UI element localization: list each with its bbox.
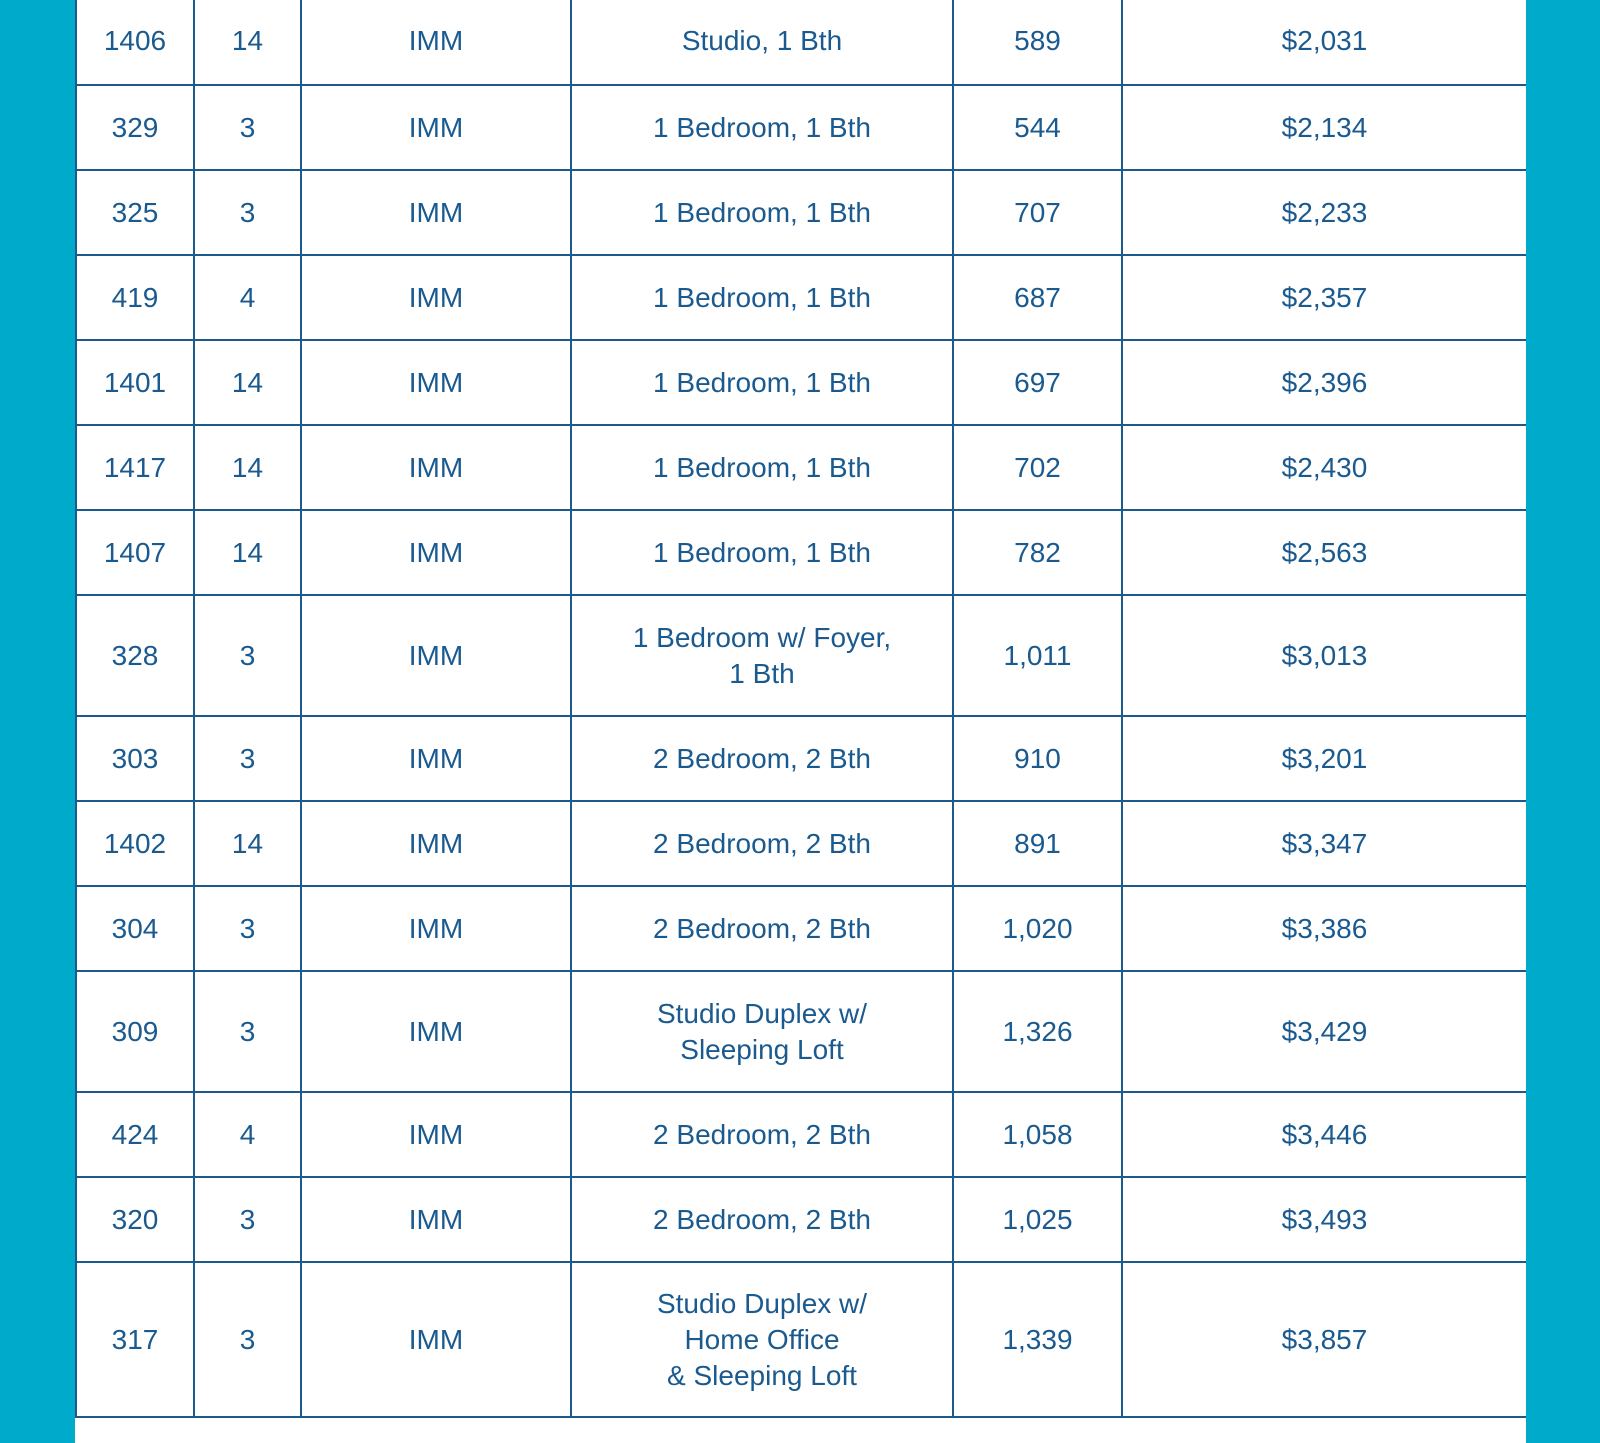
availability-cell: IMM [301,510,571,595]
unit-number-cell: 317 [76,1262,194,1417]
square-feet-cell: 687 [953,255,1122,340]
availability-cell: IMM [301,0,571,85]
unit-type-cell: 1 Bedroom w/ Foyer, 1 Bth [571,595,953,716]
rent-cell: $3,201 [1122,716,1526,801]
square-feet-cell: 1,020 [953,886,1122,971]
unit-number-cell: 424 [76,1092,194,1177]
availability-cell: IMM [301,1092,571,1177]
availability-cell: IMM [301,85,571,170]
unit-number-cell: 303 [76,716,194,801]
unit-number-cell: 329 [76,85,194,170]
unit-number-cell: 1402 [76,801,194,886]
floor-cell: 3 [194,971,301,1092]
unit-number-cell: 304 [76,886,194,971]
rent-cell: $2,357 [1122,255,1526,340]
table-row [76,801,1526,886]
unit-type-cell: 1 Bedroom, 1 Bth [571,340,953,425]
square-feet-cell: 1,011 [953,595,1122,716]
unit-rows [76,0,1526,1417]
unit-type-cell: 2 Bedroom, 2 Bth [571,716,953,801]
floor-cell: 3 [194,85,301,170]
availability-cell: IMM [301,340,571,425]
rent-cell: $3,013 [1122,595,1526,716]
rent-cell: $3,493 [1122,1177,1526,1262]
square-feet-cell: 1,025 [953,1177,1122,1262]
unit-number-cell: 1407 [76,510,194,595]
availability-cell: IMM [301,716,571,801]
unit-number-cell: 419 [76,255,194,340]
table-row [76,1177,1526,1262]
availability-cell: IMM [301,255,571,340]
rent-cell: $2,134 [1122,85,1526,170]
square-feet-cell: 1,339 [953,1262,1122,1417]
square-feet-cell: 782 [953,510,1122,595]
unit-type-cell: 1 Bedroom, 1 Bth [571,425,953,510]
table-row [76,1262,1526,1417]
availability-cell: IMM [301,425,571,510]
unit-type-cell: Studio, 1 Bth [571,0,953,85]
unit-type-cell: 2 Bedroom, 2 Bth [571,1092,953,1177]
floor-cell: 3 [194,716,301,801]
unit-number-cell: 1401 [76,340,194,425]
table-row [76,0,1526,85]
table-row [76,595,1526,716]
square-feet-cell: 910 [953,716,1122,801]
unit-listing-panel [75,0,1526,1443]
availability-cell: IMM [301,971,571,1092]
unit-type-cell: 1 Bedroom, 1 Bth [571,170,953,255]
floor-cell: 14 [194,425,301,510]
floor-cell: 3 [194,170,301,255]
floor-cell: 14 [194,801,301,886]
square-feet-cell: 1,326 [953,971,1122,1092]
availability-cell: IMM [301,595,571,716]
rent-cell: $2,031 [1122,0,1526,85]
rent-cell: $3,386 [1122,886,1526,971]
floor-cell: 14 [194,340,301,425]
table-row [76,971,1526,1092]
availability-cell: IMM [301,1177,571,1262]
floor-cell: 3 [194,1177,301,1262]
table-row [76,1092,1526,1177]
table-row [76,340,1526,425]
unit-number-cell: 320 [76,1177,194,1262]
rent-cell: $2,563 [1122,510,1526,595]
unit-type-cell: 1 Bedroom, 1 Bth [571,510,953,595]
unit-type-cell: 2 Bedroom, 2 Bth [571,1177,953,1262]
table-row [76,510,1526,595]
square-feet-cell: 702 [953,425,1122,510]
floor-cell: 14 [194,510,301,595]
unit-listing-table [75,0,1526,1418]
floor-cell: 14 [194,0,301,85]
unit-number-cell: 328 [76,595,194,716]
availability-cell: IMM [301,886,571,971]
availability-cell: IMM [301,1262,571,1417]
availability-cell: IMM [301,170,571,255]
square-feet-cell: 891 [953,801,1122,886]
floor-cell: 4 [194,1092,301,1177]
rent-cell: $2,430 [1122,425,1526,510]
floor-cell: 3 [194,595,301,716]
floor-cell: 4 [194,255,301,340]
unit-number-cell: 309 [76,971,194,1092]
unit-type-cell: Studio Duplex w/ Home Office & Sleeping Loft [571,1262,953,1417]
square-feet-cell: 697 [953,340,1122,425]
rent-cell: $3,446 [1122,1092,1526,1177]
unit-number-cell: 1406 [76,0,194,85]
unit-number-cell: 325 [76,170,194,255]
rent-cell: $3,347 [1122,801,1526,886]
square-feet-cell: 544 [953,85,1122,170]
unit-type-cell: 2 Bedroom, 2 Bth [571,886,953,971]
floor-cell: 3 [194,886,301,971]
unit-number-cell: 1417 [76,425,194,510]
unit-type-cell: Studio Duplex w/ Sleeping Loft [571,971,953,1092]
availability-cell: IMM [301,801,571,886]
rent-cell: $2,233 [1122,170,1526,255]
rent-cell: $3,857 [1122,1262,1526,1417]
table-row [76,886,1526,971]
floor-cell: 3 [194,1262,301,1417]
table-row [76,425,1526,510]
table-row [76,170,1526,255]
rent-cell: $3,429 [1122,971,1526,1092]
table-row [76,716,1526,801]
square-feet-cell: 589 [953,0,1122,85]
unit-type-cell: 1 Bedroom, 1 Bth [571,85,953,170]
unit-type-cell: 2 Bedroom, 2 Bth [571,801,953,886]
unit-type-cell: 1 Bedroom, 1 Bth [571,255,953,340]
square-feet-cell: 707 [953,170,1122,255]
rent-cell: $2,396 [1122,340,1526,425]
square-feet-cell: 1,058 [953,1092,1122,1177]
table-row [76,255,1526,340]
table-row [76,85,1526,170]
